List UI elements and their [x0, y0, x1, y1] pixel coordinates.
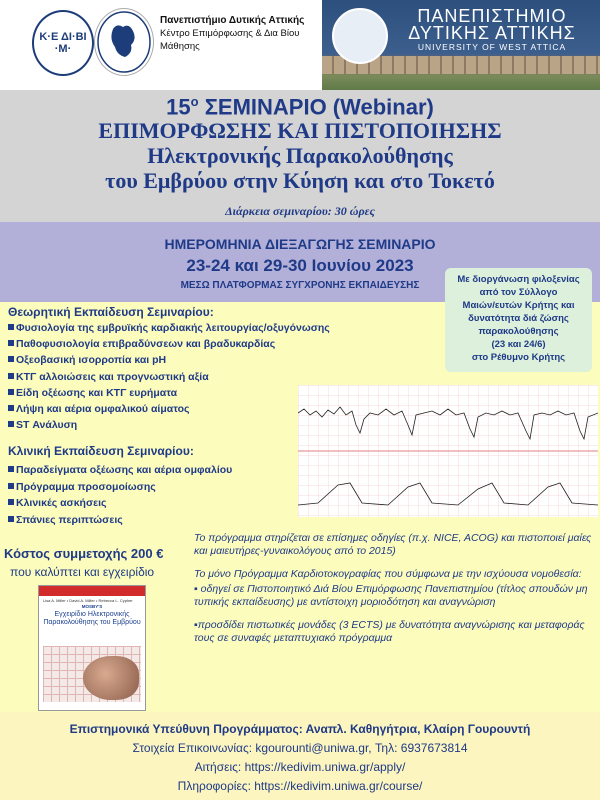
- cost-label: Κόστος συμμετοχής 200 €: [4, 546, 164, 561]
- bullet-icon: [8, 516, 14, 522]
- campus-title-line1: ΠΑΝΕΠΙΣΤΗΜΙΟ: [417, 6, 567, 26]
- kedivim-logo-text: Κ·Ε ΔΙ·ΒΙ ·Μ·: [39, 31, 87, 55]
- book-baby-image: [83, 656, 139, 700]
- applications-link[interactable]: https://kedivim.uniwa.gr/apply/: [244, 760, 406, 774]
- seminar-number: 15: [166, 94, 191, 120]
- applications-line: [0, 760, 600, 774]
- list-item: Λήψη και αέρια ομφαλικού αίματος: [8, 401, 328, 417]
- list-item: Κλινικές ασκήσεις: [8, 495, 328, 512]
- list-item: ST Ανάλυση: [8, 417, 328, 433]
- information-link[interactable]: https://kedivim.uniwa.gr/course/: [254, 779, 423, 793]
- bullet-icon: [8, 356, 14, 362]
- list-item: Πρόγραμμα προσομοίωσης: [8, 479, 328, 496]
- campus-title-en: UNIVERSITY OF WEST ATTICA: [417, 42, 567, 52]
- host-info-box: [445, 268, 592, 372]
- uniwa-seal-logo: [94, 8, 154, 76]
- clinical-section-title: Κλινική Εκπαίδευση Σεμιναρίου:: [8, 444, 194, 458]
- center-name: Κέντρο Επιμόρφωσης & Δια Βίου Μάθησης: [160, 28, 300, 52]
- program-director: Επιστημονικά Υπεύθυνη Προγράμματος: Αναπλ. Καθηγήτρια, Κλαίρη Γουρουντή: [69, 722, 531, 736]
- university-name-block: [160, 14, 330, 53]
- bullet-icon: [8, 483, 14, 489]
- info-paragraph: ▪προσδίδει πιστωτικές μονάδες (3 ECTS) με δυνατότητα αναγνώρισης και μεταφοράς τους σε συναφές μεταπτυχιακό πρόγραμμα: [194, 619, 585, 644]
- contact-info: Στοιχεία Επικοινωνίας: kgourounti@uniwa.gr, Τηλ: 6937673814: [132, 741, 468, 755]
- clinical-list: [8, 462, 328, 528]
- seminar-title-line3: Ηλεκτρονικής Παρακολούθησης: [147, 143, 453, 168]
- host-line: από τον Σύλλογο: [479, 287, 558, 298]
- list-item: Είδη οξέωσης και ΚΤΓ ευρήματα: [8, 385, 328, 401]
- campus-title: [392, 8, 592, 52]
- ctg-trace-image: [298, 385, 598, 517]
- bullet-icon: [8, 466, 14, 472]
- program-info: [194, 532, 594, 655]
- information-line: [0, 779, 600, 793]
- host-line: παρακολούθησης: [478, 326, 559, 337]
- seminar-duration: Διάρκεια σεμιναρίου: 30 ώρες: [225, 204, 375, 218]
- campus-title-line2: ΔΥΤΙΚΗΣ ΑΤΤΙΚΗΣ: [408, 23, 576, 43]
- seminar-dates: 23-24 και 29-30 Ιουνίου 2023: [186, 256, 414, 275]
- seminar-title-rest: ΣΕΜΙΝΑΡΙΟ (Webinar): [204, 94, 434, 120]
- host-line: Μαιών/ευτών Κρήτης και: [462, 300, 575, 311]
- kedivim-logo: [32, 10, 94, 76]
- book-cover: [38, 585, 146, 711]
- cost-subtitle: που καλύπτει και εγχειρίδιο: [10, 565, 155, 579]
- bullet-icon: [8, 389, 14, 395]
- bullet-icon: [8, 421, 14, 427]
- host-line: στο Ρέθυμνο Κρήτης: [471, 352, 566, 363]
- list-item: Παραδείγματα οξέωσης και αέρια ομφαλίου: [8, 462, 328, 479]
- list-item: Σπάνιες περιπτώσεις: [8, 512, 328, 529]
- bullet-icon: [8, 324, 14, 330]
- list-item: Φυσιολογία της εμβρυϊκής καρδιακής λειτουργίας/οξυγόνωσης: [8, 320, 328, 336]
- campus-photo: [322, 0, 600, 90]
- list-item: ΚΤΓ αλλοιώσεις και προγνωστική αξία: [8, 369, 328, 385]
- book-authors: Lisa A. Miller • David A. Miller • Rebecca L. Cypher: [43, 598, 133, 603]
- info-paragraph: Το πρόγραμμα στηρίζεται σε επίσημες οδηγίες (π.χ. NICE, ACOG) και πιστοποιεί μαίες και μαιευτήρες-γυναικολόγους από το 2015): [194, 532, 592, 557]
- campus-seal-logo: [332, 8, 388, 64]
- applications-label: Αιτήσεις:: [194, 760, 245, 774]
- theory-list: [8, 320, 328, 433]
- book-series: MOSBY'S: [81, 604, 103, 609]
- host-line: δυνατότητα διά ζώσης: [468, 313, 569, 324]
- seminar-title-line4: του Εμβρύου στην Κύηση και στο Τοκετό: [105, 168, 495, 193]
- seminar-ordinal: ο: [190, 94, 199, 109]
- theory-section-title: Θεωρητική Εκπαίδευση Σεμιναρίου:: [8, 305, 214, 319]
- book-header-bar: [39, 586, 145, 596]
- bullet-icon: [8, 373, 14, 379]
- list-item: Οξεοβασική ισορροπία και pH: [8, 352, 328, 368]
- information-label: Πληροφορίες:: [177, 779, 255, 793]
- info-paragraph: Το μόνο Πρόγραμμα Καρδιοτοκογραφίας που σύμφωνα με την ισχύουσα νομοθεσία:: [194, 568, 582, 580]
- list-item: Παθοφυσιολογία επιβραδύνσεων και βραδυκαρδίας: [8, 336, 328, 352]
- host-line: Με διοργάνωση φιλοξενίας: [457, 274, 580, 285]
- date-heading: ΗΜΕΡΟΜΗΝΙΑ ΔΙΕΞΑΓΩΓΗΣ ΣΕΜΙΝΑΡΙΟ: [164, 236, 436, 252]
- university-name: Πανεπιστήμιο Δυτικής Αττικής: [160, 15, 305, 26]
- book-title: Εγχειρίδιο Ηλεκτρονικής Παρακολούθησης του Εμβρύου: [43, 611, 141, 626]
- info-paragraph: ▪ οδηγεί σε Πιστοποιητικό Διά Βίου Επιμόρφωσης Πανεπιστημίου (τίτλος σπουδών μη τυπικής εκπαίδευσης) με αντίστοιχη μοριοδότηση και αναγνώριση: [194, 583, 588, 608]
- seminar-title-line1: [0, 94, 600, 120]
- host-line: (23 και 24/6): [491, 339, 546, 350]
- seminar-title-line2: ΕΠΙΜΟΡΦΩΣΗΣ ΚΑΙ ΠΙΣΤΟΠΟΙΗΣΗΣ: [98, 118, 502, 143]
- bullet-icon: [8, 340, 14, 346]
- bullet-icon: [8, 405, 14, 411]
- platform-note: ΜΕΣΩ ΠΛΑΤΦΟΡΜΑΣ ΣΥΓΧΡΟΝΗΣ ΕΚΠΑΙΔΕΥΣΗΣ: [180, 280, 420, 291]
- bullet-icon: [8, 499, 14, 505]
